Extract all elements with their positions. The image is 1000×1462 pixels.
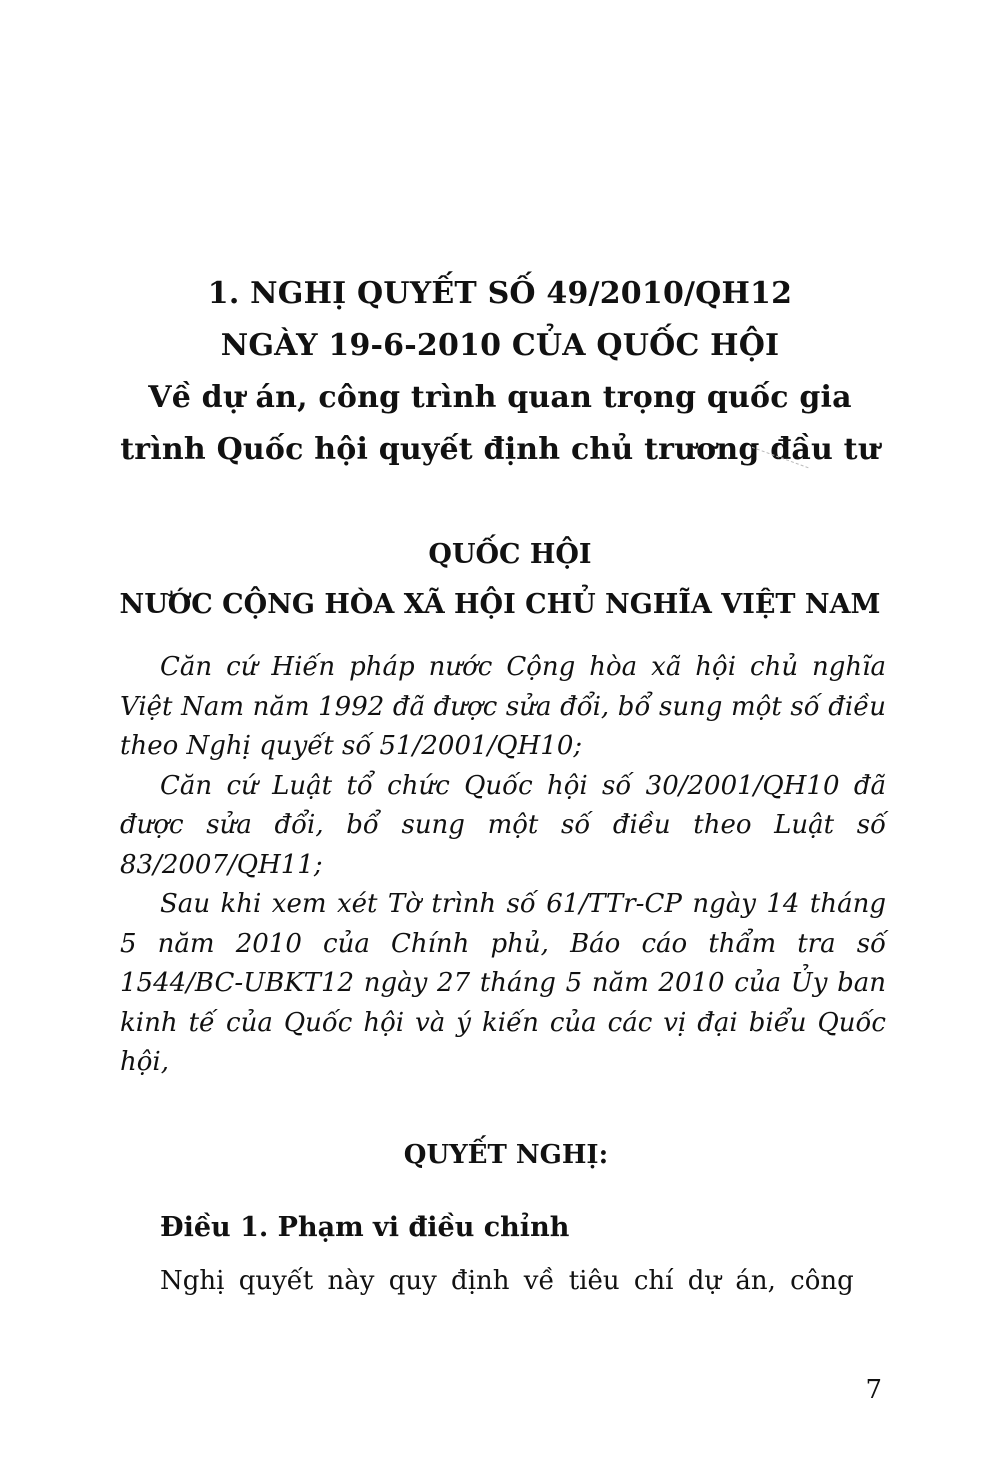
title-line-3: Về dự án, công trình quan trọng quốc gia [148, 380, 852, 415]
issuer-line-2: NƯỚC CỘNG HÒA XÃ HỘI CHỦ NGHĨA VIỆT NAM [119, 589, 881, 620]
decision-heading: QUYẾT NGHỊ: [403, 1140, 609, 1170]
preamble-paragraph-1: Căn cứ Hiến pháp nước Cộng hòa xã hội chủ nghĩa Việt Nam năm 1992 đã được sửa đổi, bổ sung một số điều theo Nghị quyết số 51/2001/QH10; [120, 652, 886, 761]
article-1-heading: Điều 1. Phạm vi điều chỉnh [160, 1212, 570, 1243]
resolution-title [0, 268, 1000, 476]
title-line-1: 1. NGHỊ QUYẾT SỐ 49/2010/QH12 [207, 276, 793, 311]
title-line-2: NGÀY 19-6-2010 CỦA QUỐC HỘI [220, 328, 780, 363]
preamble [120, 648, 886, 1083]
preamble-paragraph-3: Sau khi xem xét Tờ trình số 61/TTr-CP ngày 14 tháng 5 năm 2010 của Chính phủ, Báo cáo thẩm tra số 1544/BC-UBKT12 ngày 27 tháng 5 năm 2010 của Ủy ban kinh tế của Quốc hội và ý kiến của các vị đại biểu Quốc hội, [120, 889, 886, 1077]
article-1-body: Nghị quyết này quy định về tiêu chí dự án, công [160, 1266, 854, 1296]
issuing-body [0, 530, 1000, 630]
page-number: 7 [865, 1375, 882, 1405]
issuer-line-1: QUỐC HỘI [428, 539, 592, 570]
preamble-paragraph-2: Căn cứ Luật tổ chức Quốc hội số 30/2001/QH10 đã được sửa đổi, bổ sung một số điều theo Luật số 83/2007/QH11; [120, 770, 886, 880]
title-line-4: trình Quốc hội quyết định chủ trương đầu tư [120, 432, 880, 467]
